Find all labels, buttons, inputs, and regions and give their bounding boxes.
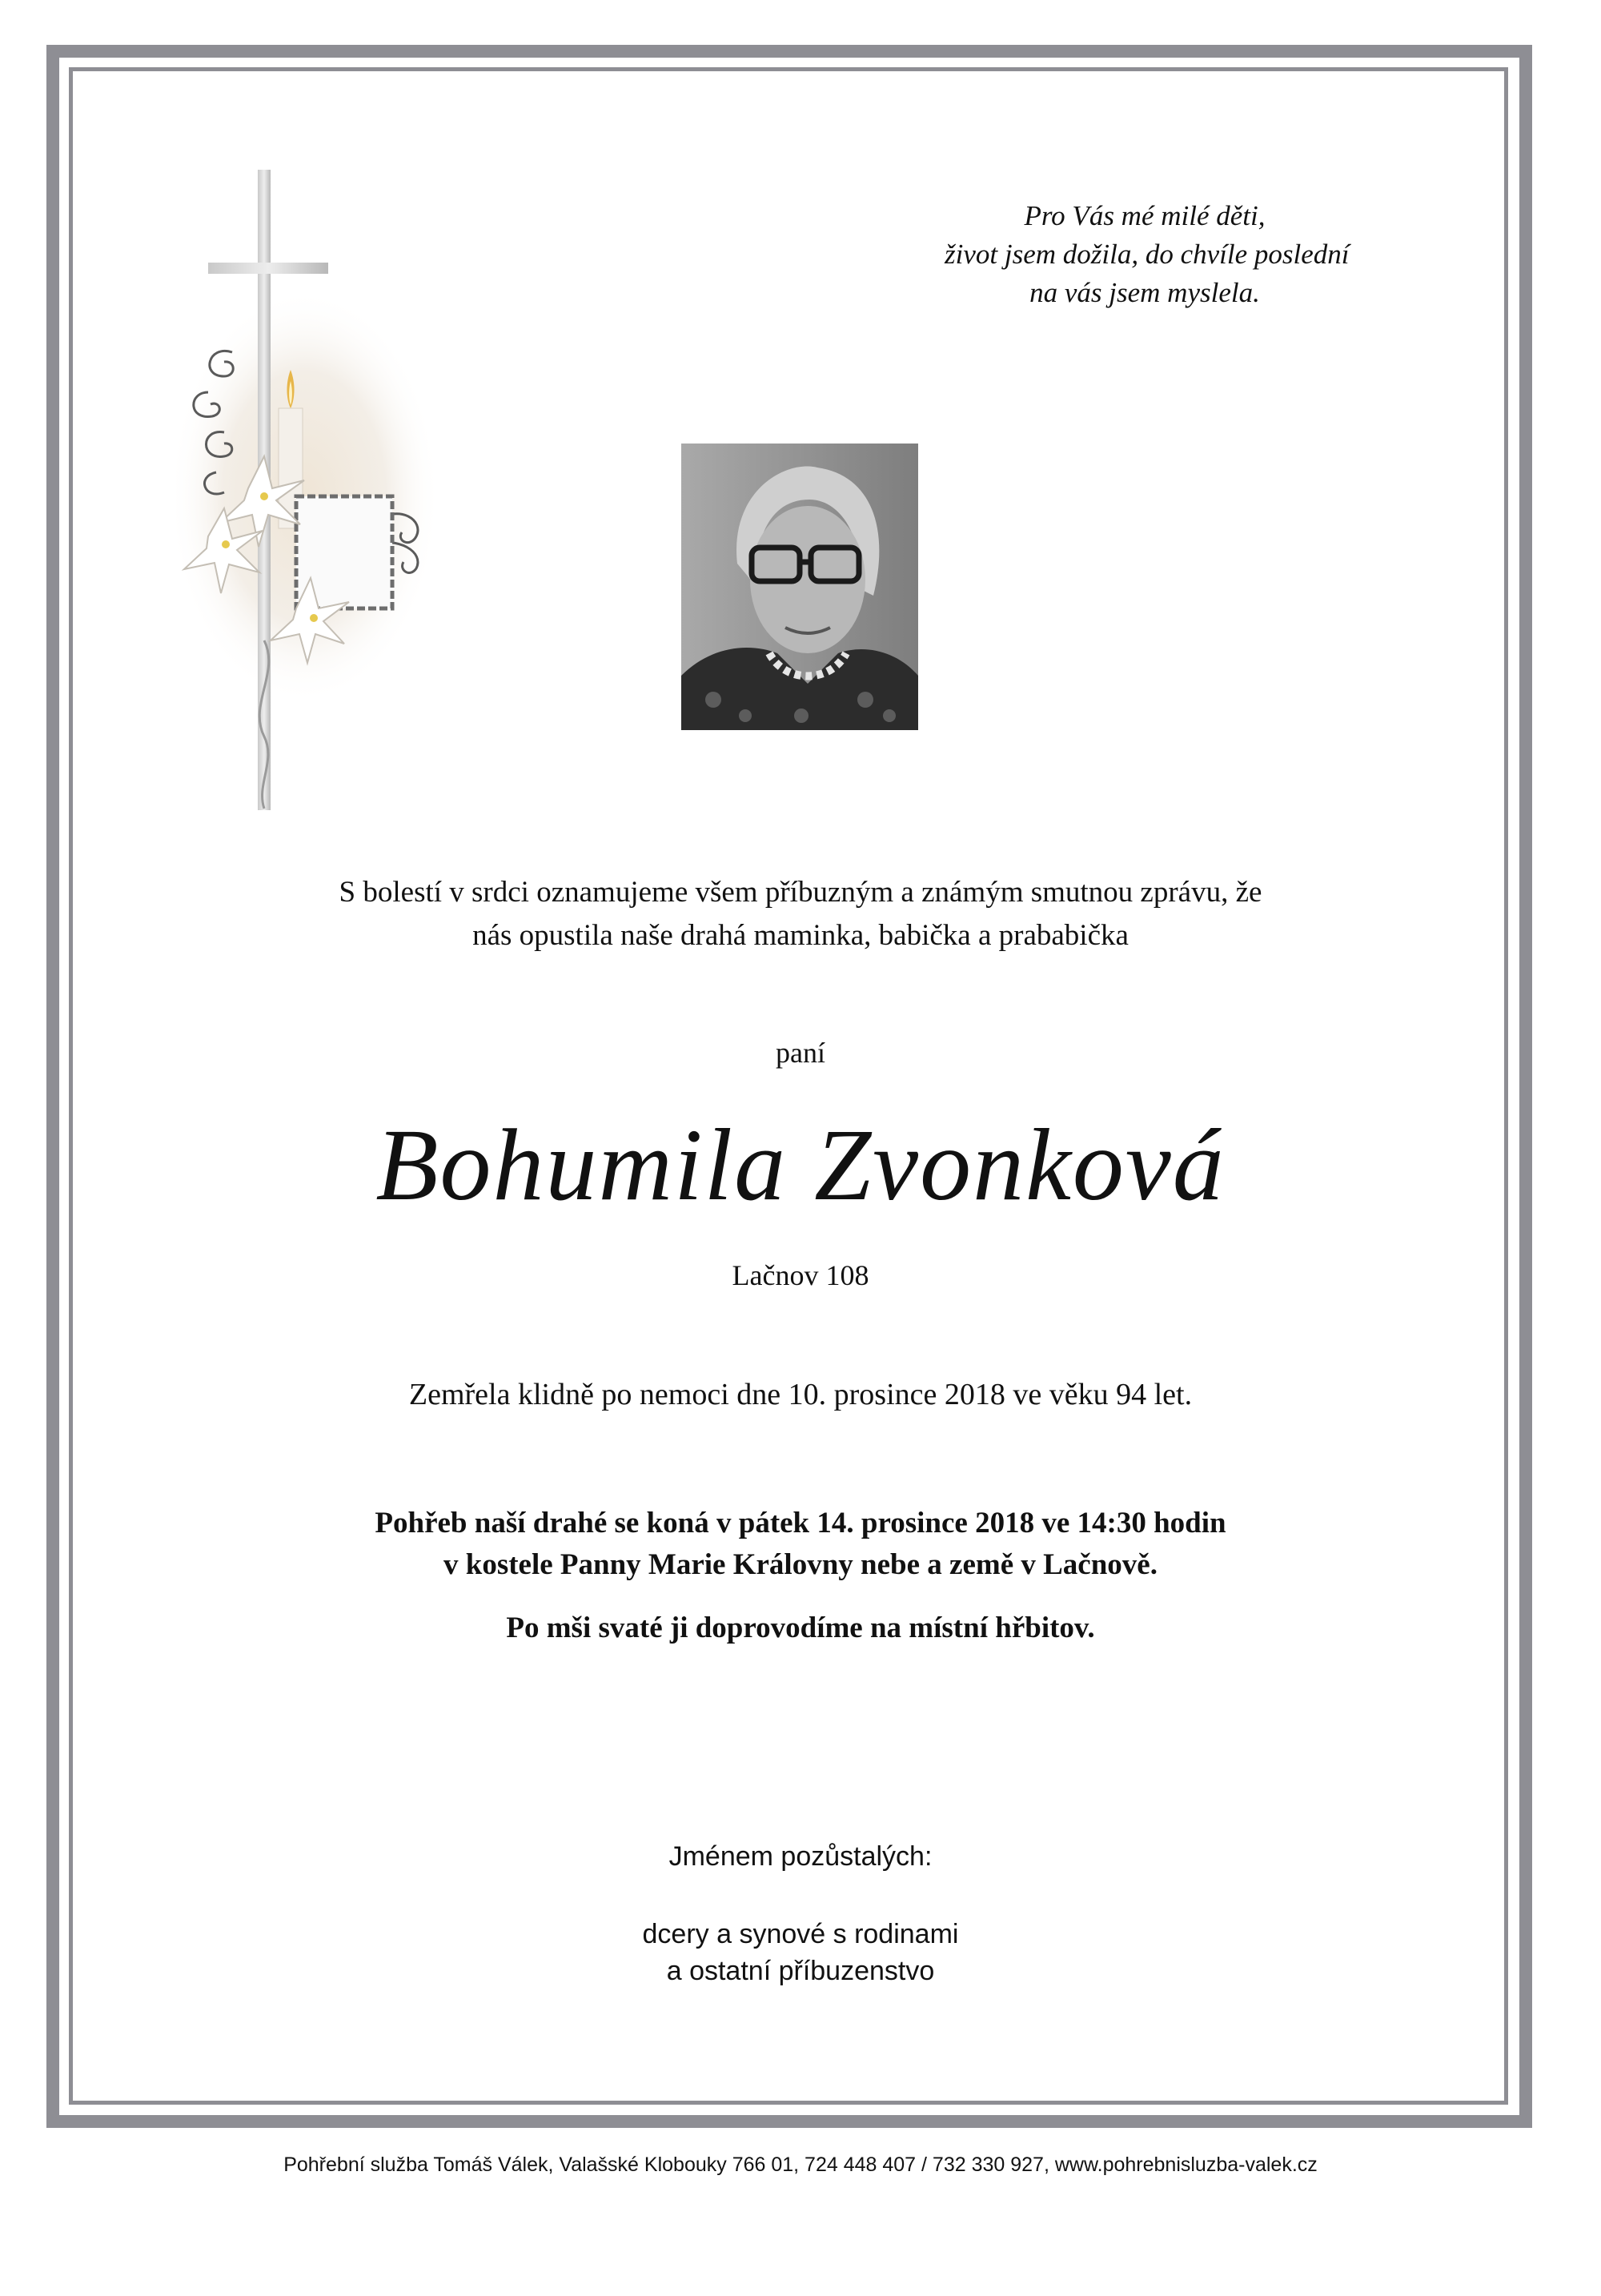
signature-lines bbox=[480, 1916, 1121, 1989]
honorific: paní bbox=[776, 1037, 825, 1069]
funeral-line: Pohřeb naší drahé se koná v pátek 14. prosince 2018 ve 14:30 hodin bbox=[375, 1507, 1226, 1539]
funeral-service-footer: Pohřební služba Tomáš Válek, Valašské Klobouky 766 01, 724 448 407 / 732 330 927, www.pohrebnisluzba-valek.cz bbox=[283, 2154, 1318, 2176]
quote-line: život jsem dožila, do chvíle poslední bbox=[945, 239, 1350, 270]
quote-line: na vás jsem myslela. bbox=[1029, 277, 1260, 308]
burial-notice: Po mši svaté ji doprovodíme na místní hřbitov. bbox=[506, 1612, 1095, 1644]
deceased-name: Bohumila Zvonková bbox=[375, 1108, 1226, 1222]
signature-line: dcery a synové s rodinami bbox=[642, 1919, 959, 1949]
announcement-line: S bolestí v srdci oznamujeme všem příbuzným a známým smutnou zprávu, že bbox=[339, 876, 1262, 909]
cross-candle-lilies-icon bbox=[176, 160, 496, 833]
signature-line: a ostatní příbuzenstvo bbox=[666, 1956, 935, 1986]
announcement-line: nás opustila naše drahá maminka, babička a prababička bbox=[472, 919, 1129, 952]
quote-line: Pro Vás mé milé děti, bbox=[1024, 200, 1266, 231]
poem-quote bbox=[945, 197, 1350, 312]
portrait-photo-icon bbox=[681, 444, 918, 730]
funeral-line: v kostele Panny Marie Královny nebe a země v Lačnově. bbox=[443, 1548, 1158, 1581]
announcement-text bbox=[160, 871, 1441, 957]
death-notice: Zemřela klidně po nemoci dne 10. prosince 2018 ve věku 94 let. bbox=[408, 1378, 1193, 1411]
deceased-address: Lačnov 108 bbox=[732, 1259, 869, 1291]
signature-heading: Jménem pozůstalých: bbox=[668, 1841, 933, 1872]
funeral-details bbox=[160, 1503, 1441, 1586]
